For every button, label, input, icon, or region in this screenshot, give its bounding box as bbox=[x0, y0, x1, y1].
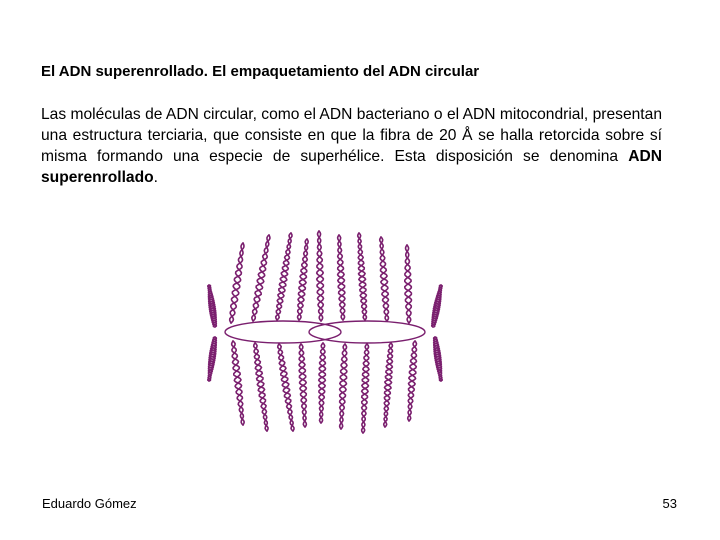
dna-loop-strand-3-b bbox=[276, 233, 292, 320]
footer-author: Eduardo Gómez bbox=[42, 496, 137, 511]
dna-loop-strand-13-b bbox=[254, 343, 267, 431]
supercoiled-dna-figure bbox=[195, 225, 455, 440]
page-number: 53 bbox=[662, 496, 677, 511]
dna-loop-strand-4-b bbox=[298, 239, 309, 320]
slide-body-paragraph bbox=[41, 104, 662, 188]
body-text: Las moléculas de ADN circular, como el ADN bacteriano o el ADN mitocondrial, presentan una estructura terciaria, que consiste en que la fibra de 20 Å se halla retorcida sobre sí misma formando una especie de superhélice. Esta disposición se denomina bbox=[41, 106, 662, 165]
body-emphasis: ADN superenrollado bbox=[41, 148, 662, 186]
dna-core-ring bbox=[225, 321, 425, 343]
dna-core-right-ring bbox=[309, 321, 425, 343]
dna-loop-strand-7-b bbox=[358, 233, 366, 320]
dna-loops bbox=[208, 231, 442, 433]
dna-loop-strand-2-b bbox=[252, 235, 270, 321]
body-end: . bbox=[153, 169, 158, 186]
slide-title: El ADN superenrollado. El empaquetamiento del ADN circular bbox=[41, 63, 480, 80]
dna-loop-strand-14-b bbox=[278, 344, 293, 431]
